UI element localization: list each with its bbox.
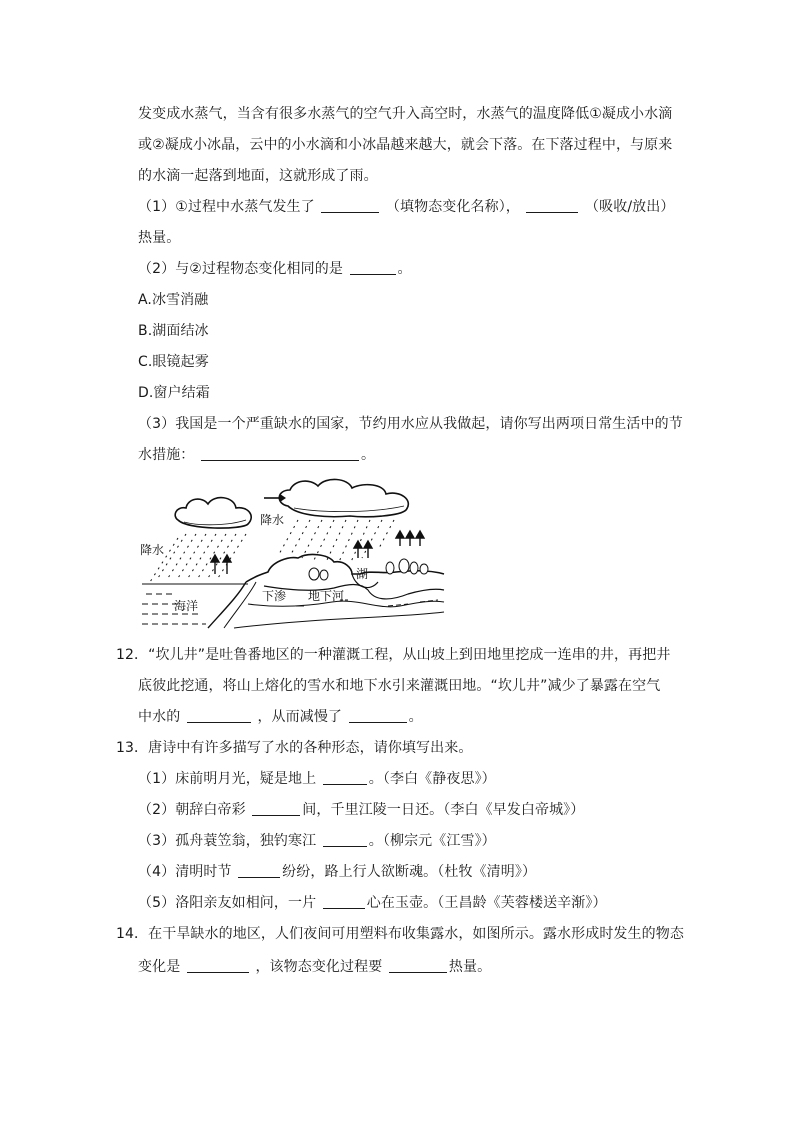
- q11-part3-line-1: （3）我国是一个严重缺水的国家，节约用水应从我做起，请你写出两项日常生活中的节: [138, 416, 683, 432]
- q13-number: 13．: [116, 740, 149, 756]
- q13-item-1-a: （1）床前明月光，疑是地上: [138, 771, 317, 787]
- cloud-left: [175, 498, 251, 528]
- q13-item-3-b: 。（柳宗元《江雪》）: [368, 833, 496, 849]
- q13-item-3: [138, 831, 496, 851]
- q13-item-2: [138, 800, 584, 820]
- q11-option-d[interactable]: D.窗户结霜: [138, 385, 210, 401]
- intro-line-2: 或②凝成小冰晶，云中的小水滴和小冰晶越来越大，就会下落。在下落过程中，与原来: [138, 137, 673, 153]
- cloud-right: [279, 479, 408, 516]
- q14-line-2: [138, 957, 491, 977]
- q13-item-4-a: （4）清明时节: [138, 864, 232, 880]
- q12-text-a: 中水的: [138, 709, 181, 725]
- q14-end: 热量。: [448, 959, 492, 975]
- q13-item-5-b: 心在玉壶。（王昌龄《芙蓉楼送辛渐》）: [366, 895, 607, 911]
- q11-part3-end: 。: [360, 447, 376, 463]
- q11-part1-blank-1[interactable]: [321, 197, 379, 213]
- q14-text-b: ，该物态变化过程要: [255, 959, 383, 975]
- label-lake: 湖: [356, 567, 369, 581]
- q13-item-2-b: 间，千里江陵一日还。（李白《早发白帝城》）: [302, 802, 585, 818]
- q14-line-1: [116, 924, 684, 944]
- label-rain-left: 降水: [140, 543, 165, 557]
- q12-text-b: ，从而减慢了: [257, 709, 343, 725]
- q13-item-4-blank[interactable]: [238, 862, 280, 878]
- q11-part1-text-c: （吸收/放出）: [585, 199, 675, 215]
- label-ocean: 海洋: [174, 599, 199, 613]
- q11-part3-line-2: [138, 445, 375, 465]
- q11-part2-text: （2）与②过程物态变化相同的是: [138, 261, 343, 277]
- q13-item-2-a: （2）朝辞白帝彩: [138, 802, 246, 818]
- q13-text: 唐诗中有许多描写了水的各种形态，请你填写出来。: [148, 740, 473, 756]
- q13-item-5: [138, 893, 607, 913]
- q13-item-3-a: （3）孤舟蓑笠翁，独钓寒江: [138, 833, 317, 849]
- q12-text-1: “坎儿井”是吐鲁番地区的一种灌溉工程，从山坡上到田地里挖成一连串的井，再把井: [148, 647, 671, 663]
- q12-line-3: [138, 707, 423, 727]
- q12-blank-2[interactable]: [349, 707, 407, 723]
- q11-part1-text-a: （1）①过程中水蒸气发生了: [138, 199, 315, 215]
- intro-line-3: 的水滴一起落到地面，这就形成了雨。: [138, 168, 378, 184]
- q11-part3-text: 水措施：: [138, 447, 195, 463]
- q11-part2-blank[interactable]: [350, 259, 396, 275]
- label-rain-top: 降水: [260, 513, 285, 527]
- q12-number: 12．: [116, 647, 149, 663]
- q11-option-c[interactable]: C.眼镜起雾: [138, 354, 209, 370]
- q13-item-4-b: 纷纷，路上行人欲断魂。（杜牧《清明》）: [282, 864, 537, 880]
- q11-option-a[interactable]: A.冰雪消融: [138, 292, 209, 308]
- q11-part1: [138, 197, 674, 217]
- q14-number: 14．: [116, 926, 149, 942]
- vegetation-icon: [309, 559, 428, 580]
- q11-part1-blank-2[interactable]: [526, 197, 578, 213]
- q14-text-a: 变化是: [138, 959, 181, 975]
- q11-option-b[interactable]: B.湖面结冰: [138, 323, 209, 339]
- water-cycle-figure: [138, 478, 448, 633]
- q13-item-4: [138, 862, 536, 882]
- q13-stem: [116, 738, 472, 758]
- q13-item-2-blank[interactable]: [252, 800, 300, 816]
- q12-line-1: [116, 645, 670, 665]
- q13-item-1-blank[interactable]: [323, 769, 367, 785]
- q12-line-2: 底彼此挖通，将山上熔化的雪水和地下水引来灌溉田地。“坎儿井”减少了暴露在空气: [138, 678, 661, 694]
- q13-item-1-b: 。（李白《静夜思》）: [368, 771, 496, 787]
- label-seep: 下渗: [262, 589, 287, 603]
- q13-item-3-blank[interactable]: [323, 831, 367, 847]
- q12-end: 。: [408, 709, 423, 725]
- q13-item-1: [138, 769, 496, 789]
- q11-part2: [138, 259, 412, 279]
- q12-blank-1[interactable]: [187, 707, 251, 723]
- label-underground-river: 地下河: [308, 589, 345, 603]
- q14-blank-2[interactable]: [389, 957, 447, 973]
- q11-part2-end: 。: [397, 261, 412, 277]
- q14-blank-1[interactable]: [187, 957, 249, 973]
- q13-item-5-blank[interactable]: [323, 893, 365, 909]
- q11-part1-cont: 热量。: [138, 230, 181, 246]
- q11-part3-blank[interactable]: [201, 445, 359, 461]
- q13-item-5-a: （5）洛阳亲友如相问，一片: [138, 895, 317, 911]
- rain-left: [150, 534, 246, 582]
- q11-part1-text-b: （填物态变化名称），: [385, 199, 520, 215]
- intro-line-1: 发变成水蒸气，当含有很多水蒸气的空气升入高空时，水蒸气的温度降低①凝成小水滴: [138, 106, 673, 122]
- q14-text-1: 在干旱缺水的地区，人们夜间可用塑料布收集露水，如图所示。露水形成时发生的物态: [148, 926, 684, 942]
